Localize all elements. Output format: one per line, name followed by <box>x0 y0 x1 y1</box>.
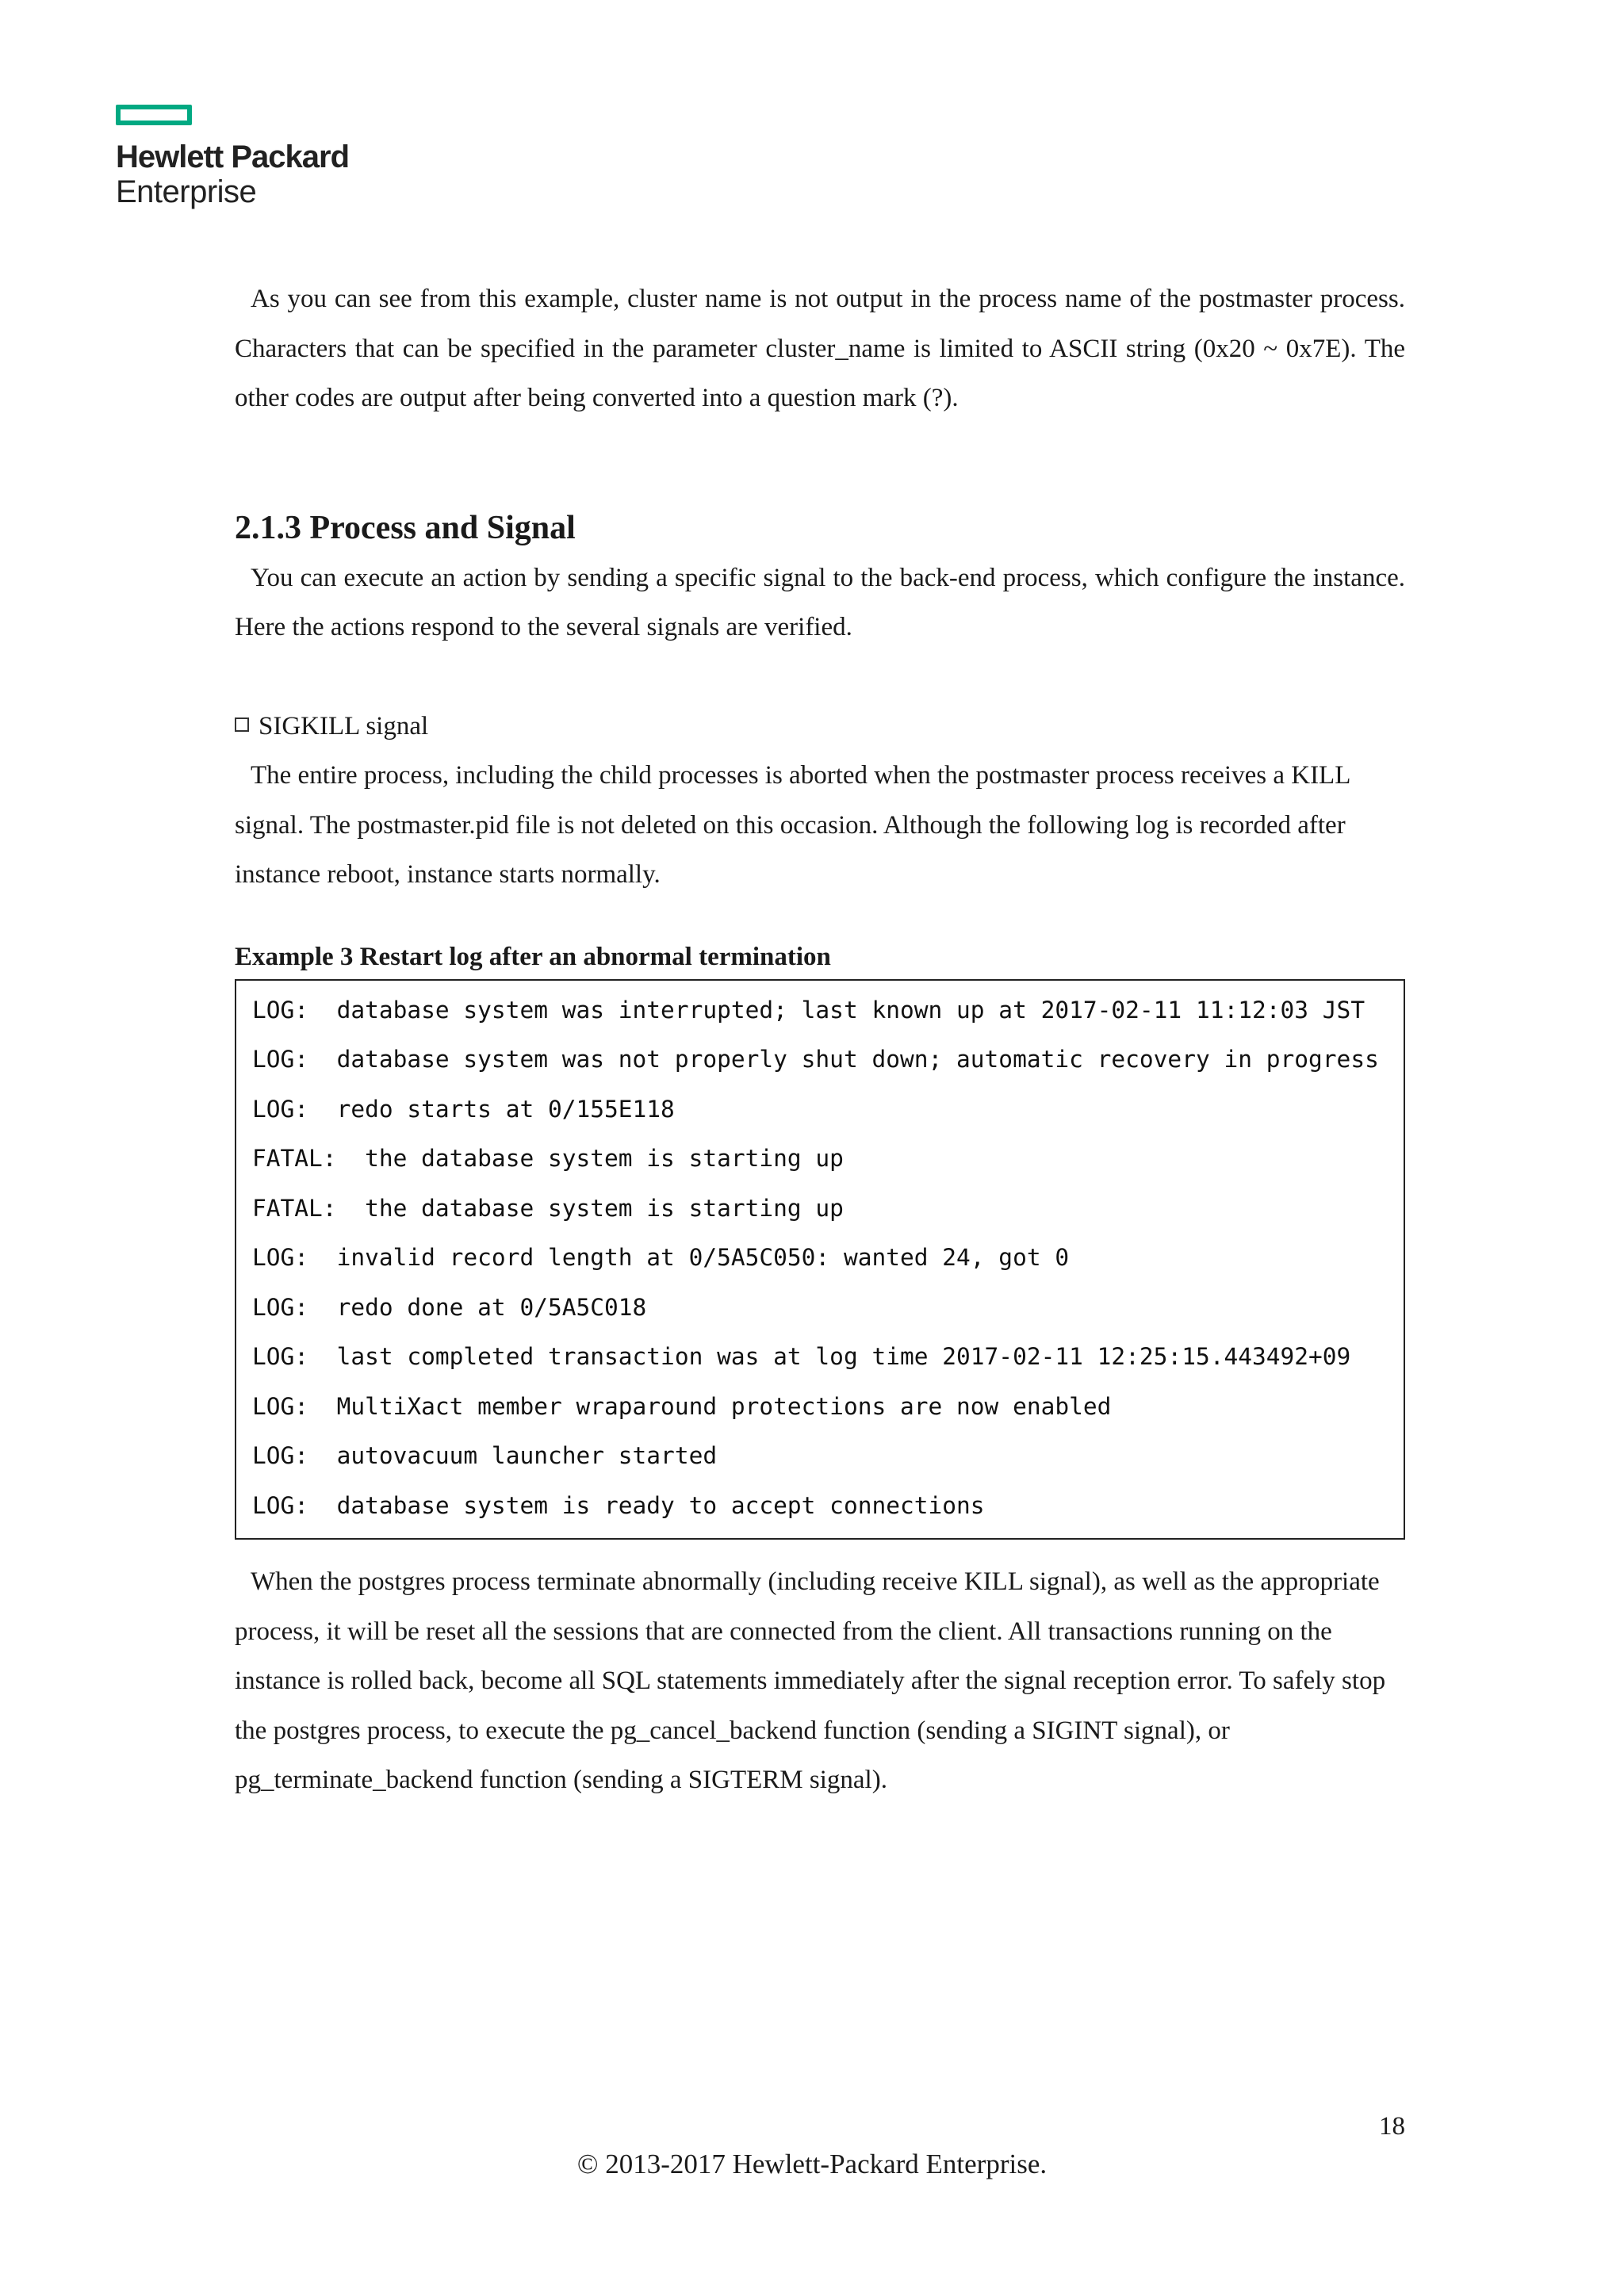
log-line: LOG: last completed transaction was at log time 2017-02-11 12:25:15.443492+09 <box>252 1343 1351 1370</box>
log-line: LOG: MultiXact member wraparound protections are now enabled <box>252 1392 1112 1420</box>
logo-text-line1: Hewlett Packard <box>116 140 350 174</box>
copyright-footer: © 2013-2017 Hewlett-Packard Enterprise. <box>576 2149 1048 2179</box>
sigkill-heading <box>235 702 1405 752</box>
log-line: LOG: database system was interrupted; last known up at 2017-02-11 11:12:03 JST <box>252 996 1365 1024</box>
log-line: LOG: autovacuum launcher started <box>252 1442 718 1469</box>
log-line: LOG: redo starts at 0/155E118 <box>252 1095 675 1123</box>
section-paragraph: You can execute an action by sending a specific signal to the back-end process, which configure the instance. Here the actions respond to the several signals are verified. <box>235 563 1405 641</box>
example-title: Example 3 Restart log after an abnormal termination <box>235 942 831 971</box>
log-line: FATAL: the database system is starting up <box>252 1194 844 1222</box>
logo-accent-bar <box>116 105 192 125</box>
log-line: LOG: database system was not properly shut down; automatic recovery in progress <box>252 1046 1379 1073</box>
log-line: LOG: redo done at 0/5A5C018 <box>252 1293 647 1321</box>
log-line: LOG: database system is ready to accept connections <box>252 1491 985 1519</box>
log-line: FATAL: the database system is starting up <box>252 1145 844 1172</box>
page-number: 18 <box>1379 2112 1405 2141</box>
square-bullet-icon <box>235 718 249 732</box>
sigkill-paragraph: The entire process, including the child processes is aborted when the postmaster process receives a KILL signal. The postmaster.pid file is not deleted on this occasion. Although the following log is recorded after instance reboot, instance starts normally. <box>235 761 1350 889</box>
intro-paragraph: As you can see from this example, cluster name is not output in the process name of the postmaster process. Characters that can be specified in the parameter cluster_name is limited to ASCII string (0x20 ~ 0x7E). The other codes are output after being converted into a question mark (?). <box>235 285 1405 412</box>
hpe-logo <box>116 105 349 209</box>
logo-text-line2: Enterprise <box>116 174 257 209</box>
sigkill-heading-text: SIGKILL signal <box>259 711 429 740</box>
section-heading: 2.1.3 Process and Signal <box>235 509 576 546</box>
closing-paragraph: When the postgres process terminate abnormally (including receive KILL signal), as well as the appropriate process, it will be reset all the sessions that are connected from the client. All transactions running on the instance is rolled back, become all SQL statements immediately after the signal reception error. To safely stop the postgres process, to execute the pg_cancel_backend function (sending a SIGINT signal), or pg_terminate_backend function (sending a SIGTERM signal). <box>235 1567 1386 1794</box>
page-content <box>235 274 1405 1805</box>
log-line: LOG: invalid record length at 0/5A5C050: wanted 24, got 0 <box>252 1244 1070 1271</box>
log-code-block <box>235 979 1405 1540</box>
